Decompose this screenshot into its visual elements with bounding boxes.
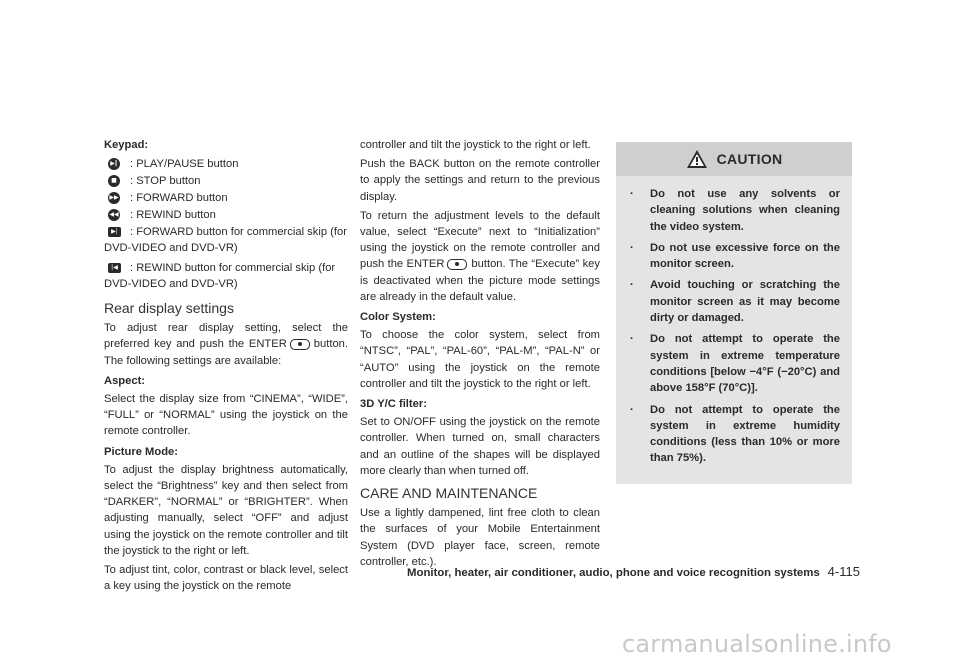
caution-item: . Do not attempt to operate the system in extreme humidity conditions (less than 10% or more than 75%). [630, 402, 840, 467]
keypad-item-rewind: ◀◀ : REWIND button [109, 209, 216, 222]
watermark: carmanualsonline.info [622, 630, 892, 658]
keypad-item-play-pause: ▶‖ : PLAY/PAUSE button [104, 156, 348, 173]
keypad-heading: Keypad: [104, 139, 149, 151]
picture-mode-heading: Picture Mode: [104, 445, 178, 458]
caution-box [616, 142, 852, 484]
caution-item: . Do not use excessive force on the monitor screen. [630, 240, 840, 273]
keypad-item-rewind-skip: |◀ : REWIND button for commercial skip (for DVD-VIDEO and DVD-VR) [104, 261, 336, 290]
stop-icon: ■ [108, 175, 120, 187]
page-number: 4-115 [827, 564, 860, 579]
caution-list [616, 176, 852, 467]
warning-icon [686, 149, 708, 169]
column-3 [616, 142, 852, 484]
tint-text: To adjust tint, color, contrast or black level, select a key using the joystick on the remote [104, 564, 348, 593]
yc-filter-heading: 3D Y/C filter: [360, 398, 427, 411]
rewind-icon: ◀◀ [108, 209, 120, 221]
forward-skip-icon: ▶| [108, 227, 121, 237]
caution-item: . Avoid touching or scratching the monitor screen as it may become dirty or damaged. [630, 277, 840, 326]
column-2 [360, 137, 600, 573]
care-maintenance-heading: CARE AND MAINTENANCE [360, 485, 538, 502]
aspect-text: Select the display size from “CINEMA”, “WIDE”, “FULL” or “NORMAL” using the joystick on the remote controller. [104, 393, 348, 438]
continued-text: controller and tilt the joystick to the right or left. [360, 139, 591, 151]
yc-filter-text: Set to ON/OFF using the joystick on the remote controller. When turned on, small characters and an outline of the shapes will be displayed more clearly than when turned off. [360, 416, 600, 477]
rear-display-intro: To adjust rear display setting, select the preferred key and push the ENTER button. The following settings are available: [104, 322, 348, 367]
back-button-text: Push the BACK button on the remote controller to apply the settings and return to the previous display. [360, 158, 600, 203]
keypad-item-stop: ■ : STOP button [104, 173, 348, 190]
caution-item: . Do not use any solvents or cleaning solutions when cleaning the video system. [630, 186, 840, 235]
rear-display-heading: Rear display settings [104, 300, 234, 317]
play-pause-icon: ▶‖ [108, 158, 120, 170]
caution-title: CAUTION [716, 150, 783, 167]
forward-icon: ▶▶ [108, 192, 120, 204]
picture-mode-text: To adjust the display brightness automatically, select the “Brightness” key and then select from “DARKER”, “NORMAL” or “BRIGHTER”. When adjusting manually, select “OFF” and adjust using the joystick on the remote controller and tilt the joystick to the right or left. [104, 463, 348, 557]
rewind-skip-icon: |◀ [108, 263, 121, 273]
caution-item: . Do not attempt to operate the system in extreme temperature conditions [below −4°F (−20°C) and above 158°F (70°C)]. [630, 331, 840, 396]
aspect-heading: Aspect: [104, 374, 146, 387]
caution-header [616, 142, 852, 176]
footer-section-title: Monitor, heater, air conditioner, audio, phone and voice recognition systems [407, 567, 820, 579]
enter-icon [447, 259, 467, 270]
column-1 [104, 137, 348, 597]
keypad-item-forward: ▶▶ : FORWARD button [109, 192, 228, 205]
enter-icon [290, 339, 310, 350]
color-system-text: To choose the color system, select from “NTSC”, “PAL”, “PAL-60”, “PAL-M”, “PAL-N” or “AUTO” using the joystick on the remote controller and tilt the joystick to the right or left. [360, 329, 600, 390]
color-system-heading: Color System: [360, 311, 436, 324]
page-footer [407, 564, 860, 579]
keypad-item-forward-skip: ▶| : FORWARD button for commercial skip (for DVD-VIDEO and DVD-VR) [104, 226, 347, 255]
default-reset-text: To return the adjustment levels to the default value, select “Execute” next to “Initialization” using the joystick on the remote controller and push the ENTER button. The “Execute” key is deactivated when the picture mode settings are already in the default value. [360, 209, 600, 303]
care-maintenance-text: Use a lightly dampened, lint free cloth to clean the surfaces of your Mobile Entertainment System (DVD player face, screen, remote controller, etc.). [360, 507, 600, 568]
